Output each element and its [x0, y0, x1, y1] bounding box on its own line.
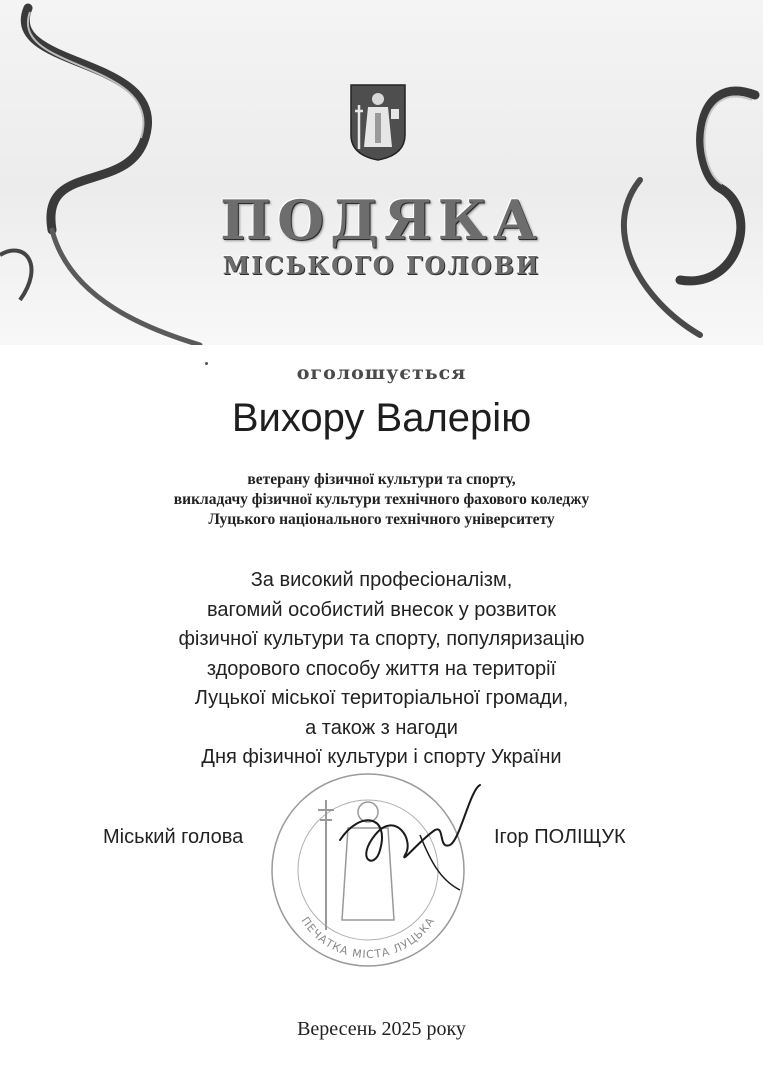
- svg-text:ПЕЧАТКА МІСТА ЛУЦЬКА: [299, 915, 438, 962]
- document-subtitle: МІСЬКОГО ГОЛОВИ: [222, 251, 541, 280]
- recipient-title-line: ветерану фізичної культури та спорту,: [247, 471, 516, 488]
- recipient-name: Вихору Валерію: [231, 396, 532, 440]
- document-date: Вересень 2025 року: [297, 1018, 466, 1040]
- reason-line: здорового способу життя на території: [206, 657, 557, 680]
- reason-paragraph: [0, 566, 763, 773]
- signatory-name: Ігор ПОЛІЩУК: [494, 826, 626, 848]
- decorative-ribbons: [0, 0, 763, 345]
- left-ribbon-highlight: [28, 12, 144, 138]
- reason-line: За високий професіоналізм,: [250, 569, 513, 591]
- signatory-position: Міський голова: [103, 826, 244, 848]
- recipient-title-line: викладачу фізичної культури технічного фахового коледжу: [173, 491, 590, 508]
- handwritten-signature: [320, 780, 490, 900]
- document-title: ПОДЯКА: [220, 188, 543, 252]
- reason-line: фізичної культури та спорту, популяризацію: [178, 628, 585, 650]
- announcement-text: оголошується: [296, 362, 467, 384]
- recipient-title-line: Луцького національного технічного університету: [208, 511, 555, 528]
- recipient-titles: [0, 470, 763, 530]
- reason-line: а також з нагоди: [305, 716, 458, 739]
- right-ribbon-highlight: [704, 97, 752, 184]
- lutsk-coat-of-arms-icon: [349, 83, 407, 161]
- reason-line: вагомий особистий внесок у розвиток: [206, 598, 557, 621]
- header-band: [0, 0, 763, 345]
- reason-line: Дня фізичної культури і спорту України: [201, 746, 562, 768]
- reason-line: Луцької міської територіальної громади,: [194, 687, 569, 709]
- seal-text: ПЕЧАТКА МІСТА ЛУЦЬКА: [298, 914, 438, 962]
